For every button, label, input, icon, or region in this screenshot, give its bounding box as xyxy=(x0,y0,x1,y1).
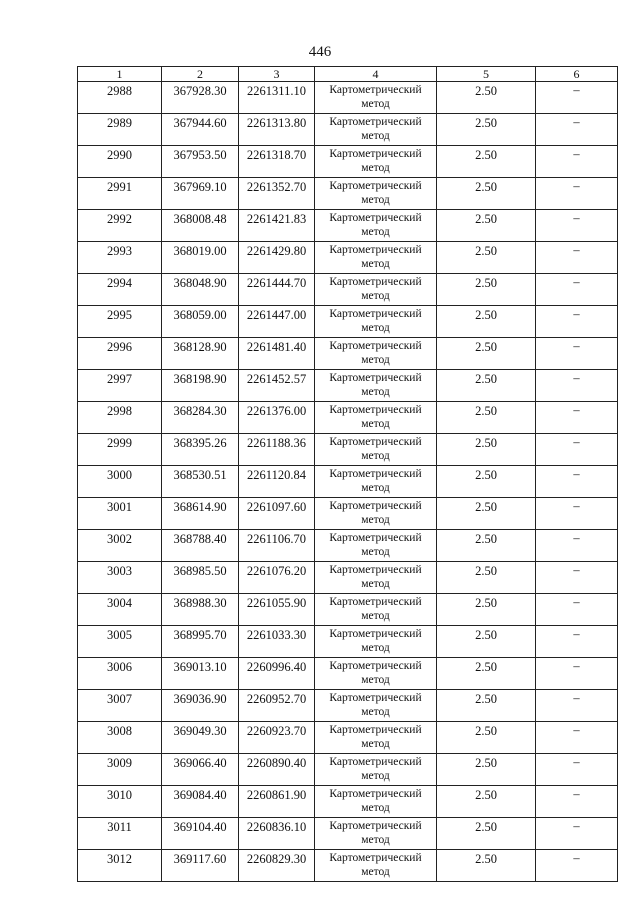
coordinate-x: 367944.60 xyxy=(162,114,239,146)
method-cell: Картометрический метод xyxy=(315,210,437,242)
coordinate-y: 2261097.60 xyxy=(239,498,315,530)
column-header: 2 xyxy=(162,67,239,82)
accuracy-cell: 2.50 xyxy=(437,178,536,210)
coordinate-y: 2261352.70 xyxy=(239,178,315,210)
method-cell: Картометрический метод xyxy=(315,114,437,146)
note-cell: – xyxy=(536,466,618,498)
point-number: 2998 xyxy=(78,402,162,434)
table-row xyxy=(78,338,618,370)
coordinate-x: 368048.90 xyxy=(162,274,239,306)
accuracy-cell: 2.50 xyxy=(437,274,536,306)
method-cell: Картометрический метод xyxy=(315,306,437,338)
point-number: 2988 xyxy=(78,82,162,114)
method-cell: Картометрический метод xyxy=(315,242,437,274)
table-row xyxy=(78,626,618,658)
accuracy-cell: 2.50 xyxy=(437,850,536,882)
table-row xyxy=(78,146,618,178)
table-row xyxy=(78,370,618,402)
note-cell: – xyxy=(536,178,618,210)
note-cell: – xyxy=(536,786,618,818)
accuracy-cell: 2.50 xyxy=(437,306,536,338)
accuracy-cell: 2.50 xyxy=(437,658,536,690)
accuracy-cell: 2.50 xyxy=(437,338,536,370)
point-number: 2989 xyxy=(78,114,162,146)
note-cell: – xyxy=(536,754,618,786)
note-cell: – xyxy=(536,114,618,146)
accuracy-cell: 2.50 xyxy=(437,754,536,786)
point-number: 3003 xyxy=(78,562,162,594)
method-cell: Картометрический метод xyxy=(315,498,437,530)
accuracy-cell: 2.50 xyxy=(437,530,536,562)
column-header: 3 xyxy=(239,67,315,82)
accuracy-cell: 2.50 xyxy=(437,690,536,722)
coordinate-x: 368008.48 xyxy=(162,210,239,242)
point-number: 3006 xyxy=(78,658,162,690)
point-number: 2994 xyxy=(78,274,162,306)
accuracy-cell: 2.50 xyxy=(437,402,536,434)
coordinate-y: 2260952.70 xyxy=(239,690,315,722)
coordinate-y: 2261311.10 xyxy=(239,82,315,114)
method-cell: Картометрический метод xyxy=(315,722,437,754)
coordinate-x: 368284.30 xyxy=(162,402,239,434)
point-number: 2995 xyxy=(78,306,162,338)
column-header: 6 xyxy=(536,67,618,82)
note-cell: – xyxy=(536,338,618,370)
coordinate-x: 369066.40 xyxy=(162,754,239,786)
method-cell: Картометрический метод xyxy=(315,178,437,210)
table-row xyxy=(78,690,618,722)
note-cell: – xyxy=(536,370,618,402)
note-cell: – xyxy=(536,818,618,850)
coordinate-y: 2261376.00 xyxy=(239,402,315,434)
coordinate-x: 368019.00 xyxy=(162,242,239,274)
coordinate-y: 2260923.70 xyxy=(239,722,315,754)
table-header xyxy=(78,67,618,82)
note-cell: – xyxy=(536,306,618,338)
coordinate-x: 368198.90 xyxy=(162,370,239,402)
table-row xyxy=(78,498,618,530)
table-row xyxy=(78,434,618,466)
coordinate-y: 2261481.40 xyxy=(239,338,315,370)
accuracy-cell: 2.50 xyxy=(437,242,536,274)
point-number: 2992 xyxy=(78,210,162,242)
accuracy-cell: 2.50 xyxy=(437,786,536,818)
page-number: 446 xyxy=(308,44,332,60)
coordinate-x: 368788.40 xyxy=(162,530,239,562)
accuracy-cell: 2.50 xyxy=(437,594,536,626)
coordinate-y: 2260836.10 xyxy=(239,818,315,850)
note-cell: – xyxy=(536,242,618,274)
accuracy-cell: 2.50 xyxy=(437,498,536,530)
method-cell: Картометрический метод xyxy=(315,786,437,818)
coordinate-x: 368988.30 xyxy=(162,594,239,626)
column-header: 1 xyxy=(78,67,162,82)
method-cell: Картометрический метод xyxy=(315,434,437,466)
column-header: 5 xyxy=(437,67,536,82)
table-row xyxy=(78,818,618,850)
coordinate-y: 2261421.83 xyxy=(239,210,315,242)
coordinate-y: 2261429.80 xyxy=(239,242,315,274)
accuracy-cell: 2.50 xyxy=(437,146,536,178)
accuracy-cell: 2.50 xyxy=(437,82,536,114)
method-cell: Картометрический метод xyxy=(315,466,437,498)
coordinate-y: 2260829.30 xyxy=(239,850,315,882)
coordinate-x: 367969.10 xyxy=(162,178,239,210)
note-cell: – xyxy=(536,690,618,722)
point-number: 2991 xyxy=(78,178,162,210)
coordinate-y: 2261076.20 xyxy=(239,562,315,594)
method-cell: Картометрический метод xyxy=(315,594,437,626)
note-cell: – xyxy=(536,146,618,178)
coordinate-y: 2261318.70 xyxy=(239,146,315,178)
method-cell: Картометрический метод xyxy=(315,274,437,306)
note-cell: – xyxy=(536,274,618,306)
method-cell: Картометрический метод xyxy=(315,338,437,370)
coordinate-y: 2261188.36 xyxy=(239,434,315,466)
table-row xyxy=(78,530,618,562)
point-number: 3004 xyxy=(78,594,162,626)
coordinate-y: 2261106.70 xyxy=(239,530,315,562)
coordinate-x: 369013.10 xyxy=(162,658,239,690)
coordinate-x: 368395.26 xyxy=(162,434,239,466)
coordinate-x: 369036.90 xyxy=(162,690,239,722)
point-number: 2999 xyxy=(78,434,162,466)
coordinate-x: 368059.00 xyxy=(162,306,239,338)
point-number: 2997 xyxy=(78,370,162,402)
note-cell: – xyxy=(536,434,618,466)
coordinate-y: 2261447.00 xyxy=(239,306,315,338)
point-number: 3010 xyxy=(78,786,162,818)
coordinate-y: 2261313.80 xyxy=(239,114,315,146)
method-cell: Картометрический метод xyxy=(315,626,437,658)
table-row xyxy=(78,562,618,594)
table-row xyxy=(78,274,618,306)
accuracy-cell: 2.50 xyxy=(437,466,536,498)
note-cell: – xyxy=(536,562,618,594)
point-number: 3011 xyxy=(78,818,162,850)
accuracy-cell: 2.50 xyxy=(437,562,536,594)
accuracy-cell: 2.50 xyxy=(437,210,536,242)
coordinates-table xyxy=(77,66,618,882)
table-row xyxy=(78,114,618,146)
table-row xyxy=(78,658,618,690)
accuracy-cell: 2.50 xyxy=(437,626,536,658)
method-cell: Картометрический метод xyxy=(315,402,437,434)
coordinate-y: 2261452.57 xyxy=(239,370,315,402)
table-row xyxy=(78,754,618,786)
note-cell: – xyxy=(536,530,618,562)
coordinate-x: 369049.30 xyxy=(162,722,239,754)
coordinate-x: 368530.51 xyxy=(162,466,239,498)
coordinate-y: 2260996.40 xyxy=(239,658,315,690)
coordinate-x: 368995.70 xyxy=(162,626,239,658)
coordinate-x: 368985.50 xyxy=(162,562,239,594)
point-number: 3009 xyxy=(78,754,162,786)
note-cell: – xyxy=(536,722,618,754)
point-number: 3002 xyxy=(78,530,162,562)
method-cell: Картометрический метод xyxy=(315,658,437,690)
accuracy-cell: 2.50 xyxy=(437,818,536,850)
point-number: 2990 xyxy=(78,146,162,178)
note-cell: – xyxy=(536,594,618,626)
coordinate-y: 2261444.70 xyxy=(239,274,315,306)
method-cell: Картометрический метод xyxy=(315,690,437,722)
table-row xyxy=(78,594,618,626)
method-cell: Картометрический метод xyxy=(315,562,437,594)
coordinate-y: 2261120.84 xyxy=(239,466,315,498)
table-row xyxy=(78,178,618,210)
table-row xyxy=(78,722,618,754)
coordinate-x: 368614.90 xyxy=(162,498,239,530)
point-number: 3005 xyxy=(78,626,162,658)
coordinate-x: 368128.90 xyxy=(162,338,239,370)
table-row xyxy=(78,850,618,882)
note-cell: – xyxy=(536,626,618,658)
accuracy-cell: 2.50 xyxy=(437,114,536,146)
note-cell: – xyxy=(536,658,618,690)
method-cell: Картометрический метод xyxy=(315,818,437,850)
table-row xyxy=(78,466,618,498)
point-number: 3007 xyxy=(78,690,162,722)
coordinate-x: 369117.60 xyxy=(162,850,239,882)
note-cell: – xyxy=(536,82,618,114)
table-row xyxy=(78,402,618,434)
table-row xyxy=(78,82,618,114)
coordinate-y: 2261055.90 xyxy=(239,594,315,626)
coordinate-x: 369104.40 xyxy=(162,818,239,850)
coordinate-x: 367928.30 xyxy=(162,82,239,114)
accuracy-cell: 2.50 xyxy=(437,434,536,466)
method-cell: Картометрический метод xyxy=(315,370,437,402)
note-cell: – xyxy=(536,402,618,434)
method-cell: Картометрический метод xyxy=(315,146,437,178)
method-cell: Картометрический метод xyxy=(315,754,437,786)
table-row xyxy=(78,210,618,242)
coordinate-y: 2260890.40 xyxy=(239,754,315,786)
table-body xyxy=(78,82,618,882)
point-number: 2996 xyxy=(78,338,162,370)
accuracy-cell: 2.50 xyxy=(437,370,536,402)
table-row xyxy=(78,306,618,338)
method-cell: Картометрический метод xyxy=(315,82,437,114)
point-number: 3012 xyxy=(78,850,162,882)
method-cell: Картометрический метод xyxy=(315,850,437,882)
coordinate-x: 369084.40 xyxy=(162,786,239,818)
header-row xyxy=(78,67,618,82)
note-cell: – xyxy=(536,498,618,530)
note-cell: – xyxy=(536,850,618,882)
coordinate-y: 2260861.90 xyxy=(239,786,315,818)
coordinate-x: 367953.50 xyxy=(162,146,239,178)
point-number: 3001 xyxy=(78,498,162,530)
note-cell: – xyxy=(536,210,618,242)
method-cell: Картометрический метод xyxy=(315,530,437,562)
table-row xyxy=(78,242,618,274)
accuracy-cell: 2.50 xyxy=(437,722,536,754)
point-number: 3008 xyxy=(78,722,162,754)
point-number: 2993 xyxy=(78,242,162,274)
table-row xyxy=(78,786,618,818)
point-number: 3000 xyxy=(78,466,162,498)
coordinate-y: 2261033.30 xyxy=(239,626,315,658)
column-header: 4 xyxy=(315,67,437,82)
